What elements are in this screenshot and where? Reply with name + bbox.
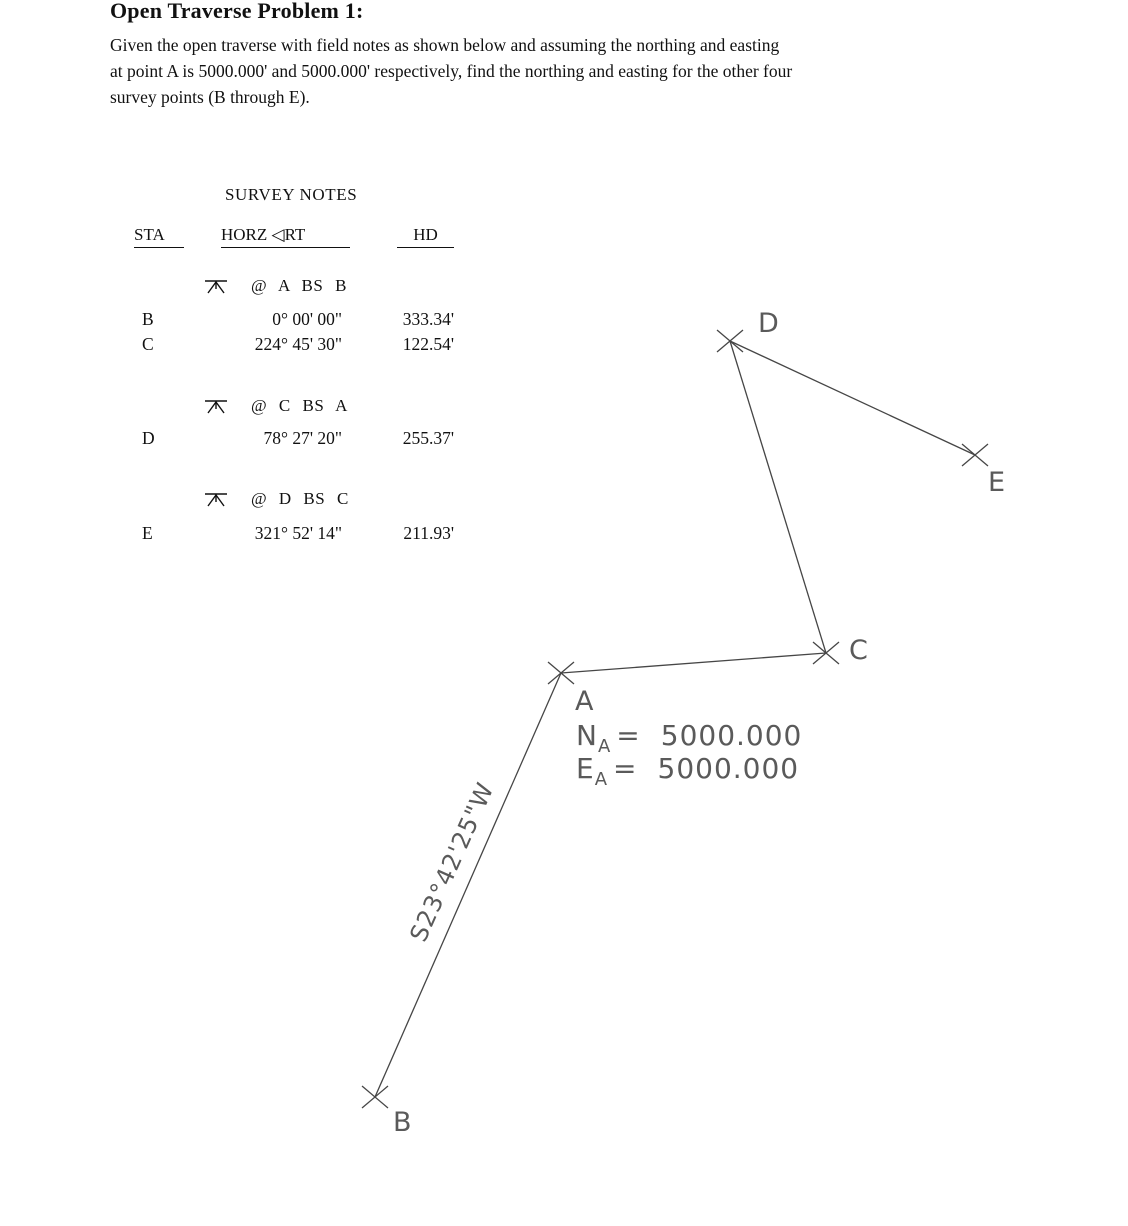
horizontal-distance-value: 122.54' [402,334,454,354]
equals-sign: = [613,752,638,785]
problem-title: Open Traverse Problem 1: [110,0,364,23]
northing-subscript: A [597,736,611,757]
point-marker-c [813,642,839,664]
horizontal-angle-value: 224° 45' 30" [254,334,342,354]
problem-text-line-2: at point A is 5000.000' and 5000.000' respectively, find the northing and easting for the other four [110,61,793,81]
horizontal-angle-value: 321° 52' 14" [254,523,342,543]
easting-symbol: E [576,752,595,785]
station-label: C [142,334,154,354]
point-label-d: D [758,308,780,339]
northing-value: 5000.000 [660,719,803,752]
bearing-annotation-ab: S23°42'25"W [404,778,500,946]
leg-b-to-a [375,673,561,1097]
column-header-hd: HD [397,225,454,248]
point-marker-e [962,444,988,466]
point-label-b: B [393,1107,413,1138]
setup-occupy-c-backsight-a: @ C BS A [251,396,348,415]
leg-a-to-c [561,653,826,673]
horizontal-distance-value: 211.93' [403,523,454,543]
point-label-e: E [988,467,1007,498]
horizontal-distance-value: 255.37' [402,428,454,448]
problem-text-line-3: survey points (B through E). [110,87,310,107]
station-label: E [142,523,153,543]
column-header-horz-angle-rt: HORZ ◁RT [221,225,350,248]
leg-d-to-e [730,341,975,455]
horizontal-angle-value: 78° 27' 20" [263,428,342,448]
setup-occupy-d-backsight-c: @ D BS C [251,489,349,508]
easting-value: 5000.000 [657,752,800,785]
station-label: B [142,309,154,329]
survey-notes-title: SURVEY NOTES [225,185,358,204]
setup-occupy-a-backsight-b: @ A BS B [251,276,347,295]
easting-at-a [576,752,799,790]
horizontal-distance-value: 333.34' [402,309,454,329]
point-marker-a [548,662,574,684]
station-label: D [142,428,155,448]
column-header-sta: STA [134,225,184,248]
easting-subscript: A [594,769,608,790]
point-label-a: A [575,686,595,717]
northing-symbol: N [576,719,598,752]
point-marker-d [717,330,743,352]
point-label-c: C [849,635,869,666]
leg-c-to-d [730,341,826,653]
problem-text-line-1: Given the open traverse with field notes as shown below and assuming the northing and easting [110,35,780,55]
equals-sign: = [616,719,641,752]
point-marker-b [362,1086,388,1108]
horizontal-angle-value: 0° 00' 00" [272,309,342,329]
